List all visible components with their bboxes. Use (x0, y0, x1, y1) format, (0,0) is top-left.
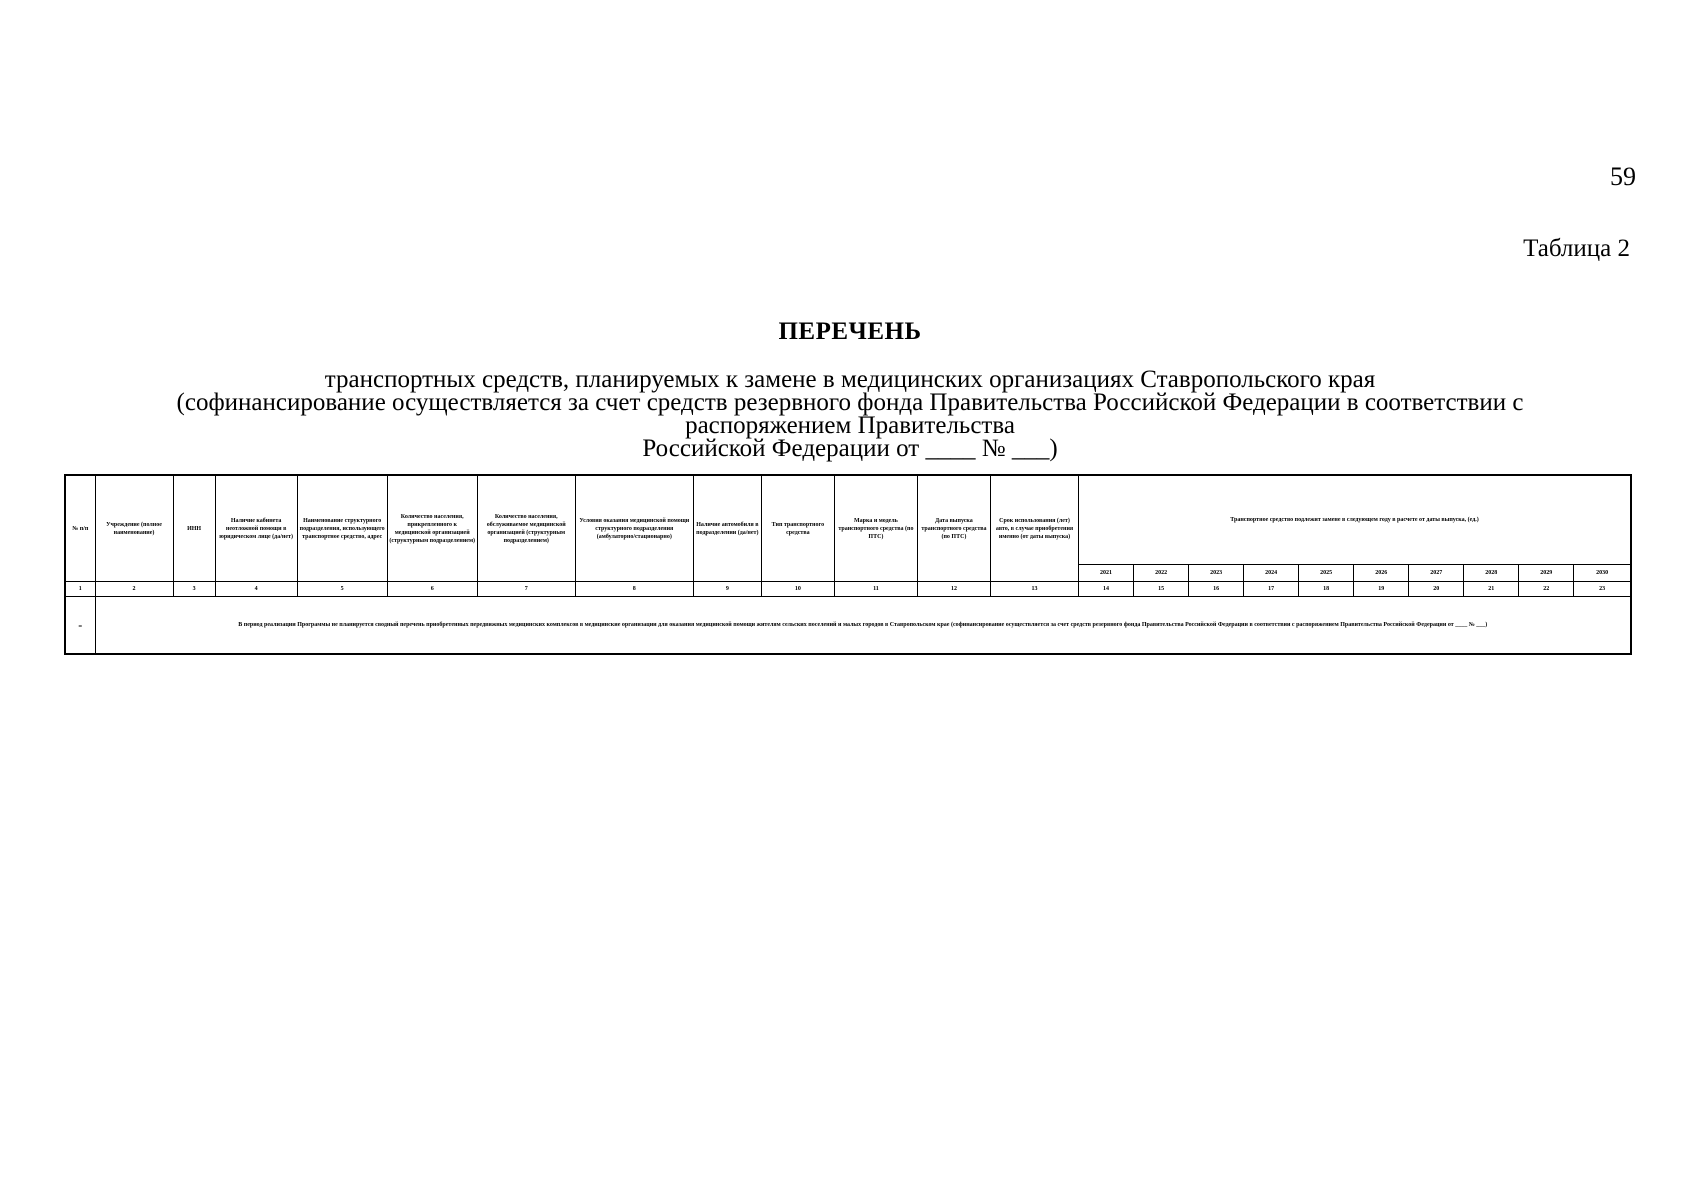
column-number: 9 (693, 582, 761, 597)
column-number: 14 (1079, 582, 1134, 597)
column-number: 11 (834, 582, 917, 597)
subtitle-line-2: (софинансирование осуществляется за счет средств резервного фонда Правительства Российской Федерации в соответствии с (176, 389, 1524, 416)
column-number: 16 (1189, 582, 1244, 597)
header-year: 2025 (1299, 565, 1354, 582)
column-number: 8 (575, 582, 693, 597)
header-inn: ИНН (173, 475, 215, 582)
note-text: В период реализации Программы не планируется сводный перечень приобретенных передвижных медицинских комплексов в медицинские организации для оказания медицинской помощи жителям сельских поселений и малых городов в Ставропольском крае (софинансирование осуществляется за счет средств резервного фонда Правительства Российской Федерации в соответствии с распоряжением Правительства Российской Федерации от ____ № ___) (95, 597, 1631, 655)
column-number: 15 (1134, 582, 1189, 597)
column-number: 19 (1354, 582, 1409, 597)
header-year: 2021 (1079, 565, 1134, 582)
column-number: 10 (761, 582, 834, 597)
header-year: 2030 (1574, 565, 1631, 582)
header-served-population: Количество населения, обслуживаемое медицинской организацией (структурным подразделением) (477, 475, 575, 582)
column-number: 7 (477, 582, 575, 597)
column-number: 6 (387, 582, 477, 597)
header-year: 2026 (1354, 565, 1409, 582)
column-number: 21 (1464, 582, 1519, 597)
header-year: 2028 (1464, 565, 1519, 582)
column-number: 2 (95, 582, 173, 597)
header-vehicle-type: Тип транспортного средства (761, 475, 834, 582)
subtitle-line-1: транспортных средств, планируемых к замене в медицинских организациях Ставропольского края (324, 366, 1376, 393)
column-number: 18 (1299, 582, 1354, 597)
table-label: Таблица 2 (1523, 235, 1630, 262)
header-vehicle-model: Марка и модель транспортного средства (по ПТС) (834, 475, 917, 582)
header-care-conditions: Условия оказания медицинской помощи структурного подразделения (амбулаторно/стационарно) (575, 475, 693, 582)
header-release-date: Дата выпуска транспортного средства (по ПТС) (917, 475, 990, 582)
column-number-row (65, 582, 1631, 597)
note-marker: - (65, 597, 95, 655)
column-number: 3 (173, 582, 215, 597)
header-year: 2024 (1244, 565, 1299, 582)
column-number: 4 (215, 582, 297, 597)
header-year: 2022 (1134, 565, 1189, 582)
header-institution: Учреждение (полное наименование) (95, 475, 173, 582)
header-year: 2029 (1519, 565, 1574, 582)
header-row-number: № п/п (65, 475, 95, 582)
column-number: 13 (990, 582, 1078, 597)
column-number: 5 (297, 582, 387, 597)
column-number: 23 (1574, 582, 1631, 597)
header-replacement-year-group: Транспортное средство подлежит замене в следующем году в расчете от даты выпуска, (ед.) (1079, 475, 1631, 565)
column-number: 22 (1519, 582, 1574, 597)
header-emergency-office: Наличие кабинета неотложной помощи в юридическом лице (да/нет) (215, 475, 297, 582)
vehicle-replacement-table (64, 474, 1632, 655)
header-vehicle-available: Наличие автомобиля в подразделении (да/нет) (693, 475, 761, 582)
column-number: 20 (1409, 582, 1464, 597)
header-subdivision: Наименование структурного подразделения, использующего транспортное средство, адрес (297, 475, 387, 582)
page-number: 59 (1610, 162, 1636, 191)
subtitle-line-4: Российской Федерации от ____ № ___) (642, 435, 1058, 462)
header-usage-period: Срок использования (лет) авто, в случае приобретения именно (от даты выпуска) (990, 475, 1078, 582)
document-title: ПЕРЕЧЕНЬ (778, 318, 922, 345)
header-year: 2023 (1189, 565, 1244, 582)
column-number: 1 (65, 582, 95, 597)
header-attached-population: Количество населения, прикрепленного к медицинской организацией (структурным подразделением) (387, 475, 477, 582)
column-number: 17 (1244, 582, 1299, 597)
column-number: 12 (917, 582, 990, 597)
header-year: 2027 (1409, 565, 1464, 582)
subtitle-line-3: распоряжением Правительства (685, 412, 1015, 439)
note-row (65, 597, 1631, 655)
title-block (100, 318, 1600, 460)
